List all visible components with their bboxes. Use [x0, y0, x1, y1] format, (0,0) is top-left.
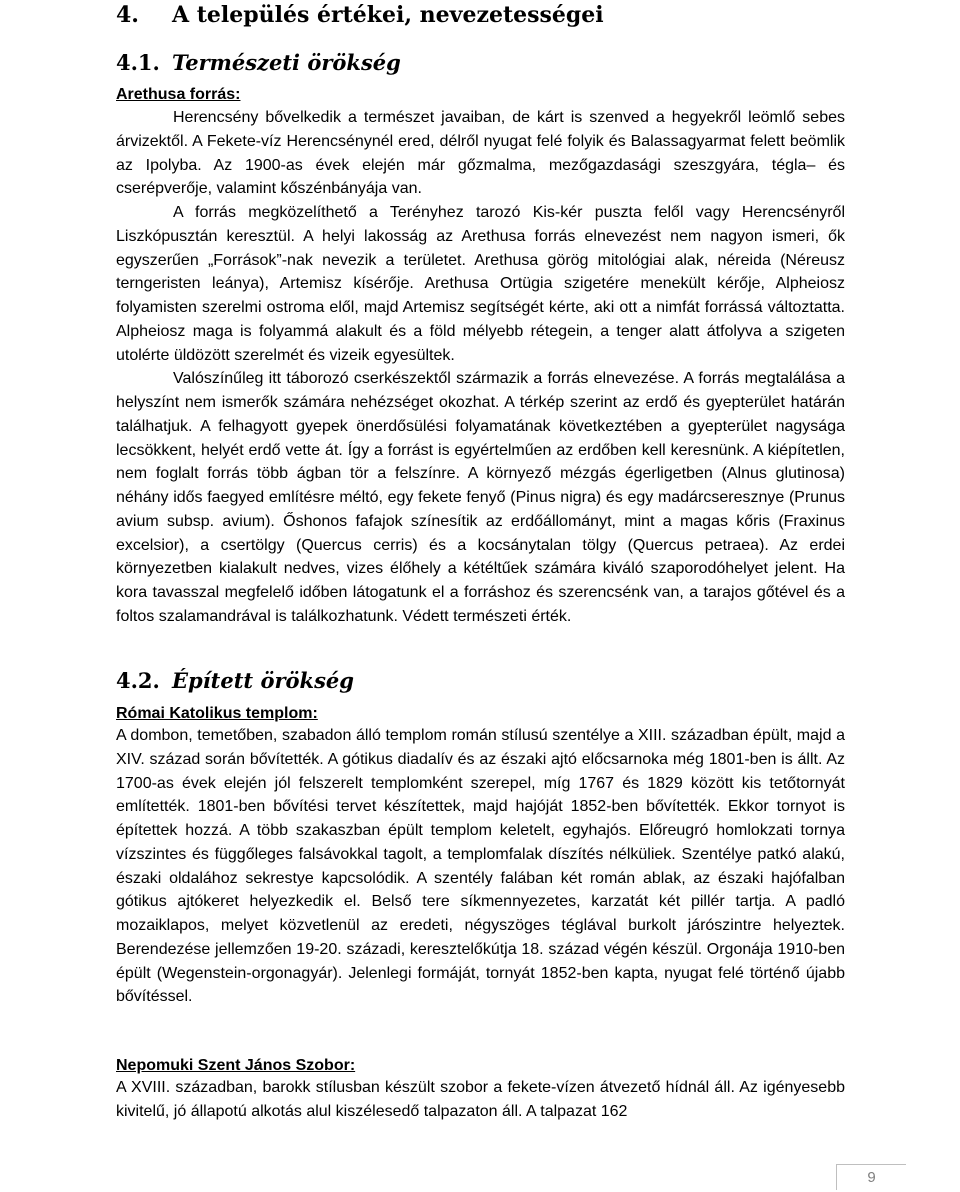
section-heading-natural-heritage	[116, 49, 401, 77]
chapter-number: 4.	[116, 2, 139, 28]
arethusa-text-block	[116, 106, 845, 629]
paragraph: A forrás megközelíthető a Terényhez tarozó Kis-kér puszta felől vagy Herencsényről Liszkópusztán keresztül. A helyi lakosság az Arethusa forrás elnevezést nem nagyon ismeri, ők egyszerűen „Források”-nak nevezik a területet. Arethusa görög mitológiai alak, néreida (Néreusz terngeristen leánya), Artemisz kísérője. Arethusa Ortügia szigetére menekült kérője, Alpheiosz folyamisten szerelmi ostroma elől, majd Artemisz segítségét kérte, aki ott a nimfát forrássá változtatta. Alpheiosz maga is folyammá alakult és a föld mélyebb rétegein, a tenger alatt átfolyva a szigeten utolérte üldözött szerelmét és vizeik egyesültek.	[116, 204, 845, 364]
paragraph: A XVIII. században, barokk stílusban készült szobor a fekete-vízen átvezető hídnál áll. Az igényesebb kivitelű, jó állapotú alkotás alul kiszélesedő talpazaton áll. A talpazat 162	[116, 1079, 845, 1120]
page-number: 9	[836, 1164, 906, 1190]
section-number: 4.1.	[116, 50, 160, 75]
subheading-catholic-church: Római Katolikus templom:	[116, 705, 318, 722]
subheading-nepomuk-statue: Nepomuki Szent János Szobor:	[116, 1057, 356, 1074]
section-heading-built-heritage	[116, 667, 354, 695]
paragraph: Valószínűleg itt táborozó cserkészektől származik a forrás elnevezése. A forrás megtalálása a helyszínt nem ismerők számára nehézséget okozhat. A térkép szerint az erdő és gyepterület határán találhatjuk. A felhagyott gyepek önerdősülési folyamatának következtében a gyepterület nagysága lecsökkent, helyét erdő vette át. Így a forrást is egyértelműen az erdőben kell keresnünk. A kiépítetlen, nem foglalt forrás több ágban tör a felszínre. A környező mézgás égerligetben (Alnus glutinosa) néhány idős faegyed említésre méltó, egy fekete fenyő (Pinus nigra) és egy madárcseresznye (Prunus avium subsp. avium). Őshonos fafajok színesítik az erdőállományt, mint a magas kőris (Fraxinus excelsior), a csertölgy (Quercus cerris) és a kocsánytalan tölgy (Quercus petraea). Az erdei környezetben kialakult nedves, vizes élőhely a kétéltűek számára kiváló szaporodóhelyet jelent. Ha kora tavasszal megfelelő időben látogatunk el a forráshoz és szerencsénk van, a tarajos gőtével és a foltos szalamandrával is találkozhatunk. Védett természeti érték.	[116, 370, 845, 625]
section-number: 4.2.	[116, 668, 160, 693]
section-title: Természeti örökség	[172, 50, 401, 75]
paragraph: Herencsény bővelkedik a természet javaiban, de kárt is szenved a hegyekről leömlő sebes árvizektől. A Fekete-víz Herencsénynél ered, délről nyugat felé folyik és Balassagyarmat felett beömlik az Ipolyba. Az 1900-as évek elején már gőzmalma, mezőgazdasági szeszgyára, tégla– és cserépverője, valamint kőszénbányája van.	[116, 109, 845, 198]
subheading-arethusa-spring: Arethusa forrás:	[116, 86, 241, 103]
chapter-heading	[116, 0, 604, 30]
section-title: Épített örökség	[172, 668, 354, 693]
paragraph: A dombon, temetőben, szabadon álló templom román stílusú szentélye a XIII. században épült, majd a XIV. század során bővítették. A gótikus diadalív és az északi ajtó előcsarnoka még 1801-ben is állt. Az 1700-as évek elején jól felszerelt templomként szerepel, míg 1767 és 1829 között kis tetőtornyát említették. 1801-ben bővítési tervet készítettek, majd hajóját 1852-ben bővítették. Ekkor tornyot is építettek hozzá. A több szakaszban épült templom keletelt, egyhajós. Előreugró homlokzati tornya vízszintes és függőleges falsávokkal tagolt, a templomfalak díszítés nélküliek. Szentélye patkó alakú, északi oldalához sekrestye kapcsolódik. A szentély falában két román ablak, az északi hajófalban gótikus ajtókeret helyezkedik el. Belső tere síkmennyezetes, karzatát két pillér tartja. A padló mozaiklapos, melyet közvetlenül az eredeti, négyszöges téglával burkolt járószintre helyeztek. Berendezése jellemzően 19-20. századi, keresztelőkútja 18. század végén készül. Orgonája 1910-ben épült (Wegenstein-orgonagyár). Jelenlegi formáját, tornyát 1852-ben kapta, nyugat felé történő újabb bővítéssel.	[116, 727, 845, 1006]
chapter-title: A település értékei, nevezetességei	[172, 2, 604, 28]
